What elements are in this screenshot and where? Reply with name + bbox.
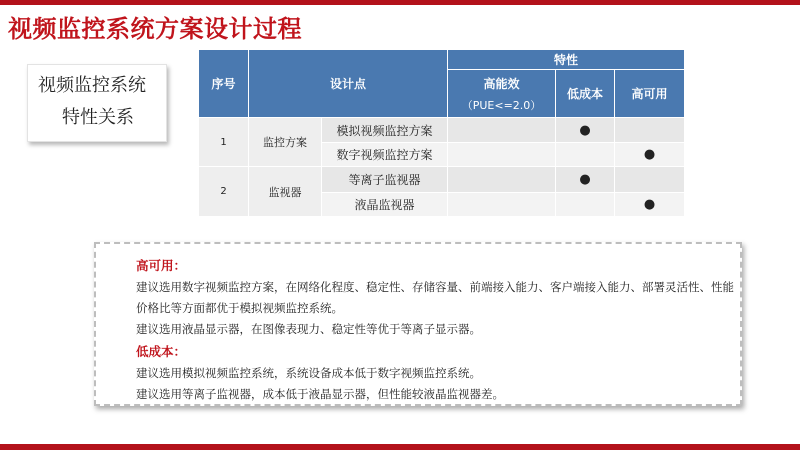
top-accent-bar <box>0 0 800 5</box>
cell-high-efficiency <box>448 193 556 217</box>
high-availability-heading: 高可用： <box>136 258 187 273</box>
group-name: 监控方案 <box>249 118 322 167</box>
header-high-availability: 高可用 <box>615 70 685 118</box>
cell-low-cost <box>556 143 615 167</box>
header-high-efficiency-label: 高能效 <box>483 76 520 91</box>
header-high-efficiency <box>448 70 556 118</box>
lc-recommendation-1: 建议选用模拟视频监控系统，系统设备成本低于数字视频监控系统。 <box>136 366 481 380</box>
group-index: 1 <box>199 118 249 167</box>
cell-high-efficiency <box>448 143 556 167</box>
item-name: 液晶监视器 <box>322 193 448 217</box>
low-cost-heading: 低成本： <box>136 344 187 359</box>
item-name: 模拟视频监控方案 <box>322 118 448 143</box>
table-row <box>199 167 685 193</box>
header-design-point: 设计点 <box>249 50 448 118</box>
cell-high-availability-dot: ● <box>615 143 685 167</box>
item-name: 数字视频监控方案 <box>322 143 448 167</box>
feature-table <box>198 49 685 217</box>
slide-title: 视频监控系统方案设计过程 <box>8 15 302 43</box>
side-label-box <box>27 64 167 142</box>
cell-high-efficiency <box>448 118 556 143</box>
ha-recommendation-2: 建议选用液晶显示器，在图像表现力、稳定性等优于等离子显示器。 <box>136 322 481 336</box>
side-label-line-2: 特性关系 <box>62 107 134 128</box>
cell-low-cost-dot: ● <box>556 167 615 193</box>
header-low-cost: 低成本 <box>556 70 615 118</box>
cell-low-cost-dot: ● <box>556 118 615 143</box>
table-row <box>199 118 685 143</box>
item-name: 等离子监视器 <box>322 167 448 193</box>
bottom-accent-bar <box>0 444 800 450</box>
header-index: 序号 <box>199 50 249 118</box>
side-label-line-1: 视频监控系统 <box>38 75 146 96</box>
cell-high-availability <box>615 167 685 193</box>
cell-high-availability <box>615 118 685 143</box>
group-name: 监视器 <box>249 167 322 217</box>
cell-low-cost <box>556 193 615 217</box>
lc-recommendation-2: 建议选用等离子监视器，成本低于液晶显示器，但性能较液晶监视器差。 <box>136 387 504 401</box>
cell-high-availability-dot: ● <box>615 193 685 217</box>
header-pue-note: （PUE<=2.0） <box>461 98 542 112</box>
recommendation-notes <box>94 242 742 406</box>
ha-recommendation-1: 建议选用数字视频监控方案，在网络化程度、稳定性、存储容量、前端接入能力、客户端接入能力、部署灵活性、性能价格比等方面都优于模拟视频监控系统。 <box>136 280 734 315</box>
group-index: 2 <box>199 167 249 217</box>
cell-high-efficiency <box>448 167 556 193</box>
header-feature: 特性 <box>448 50 685 70</box>
